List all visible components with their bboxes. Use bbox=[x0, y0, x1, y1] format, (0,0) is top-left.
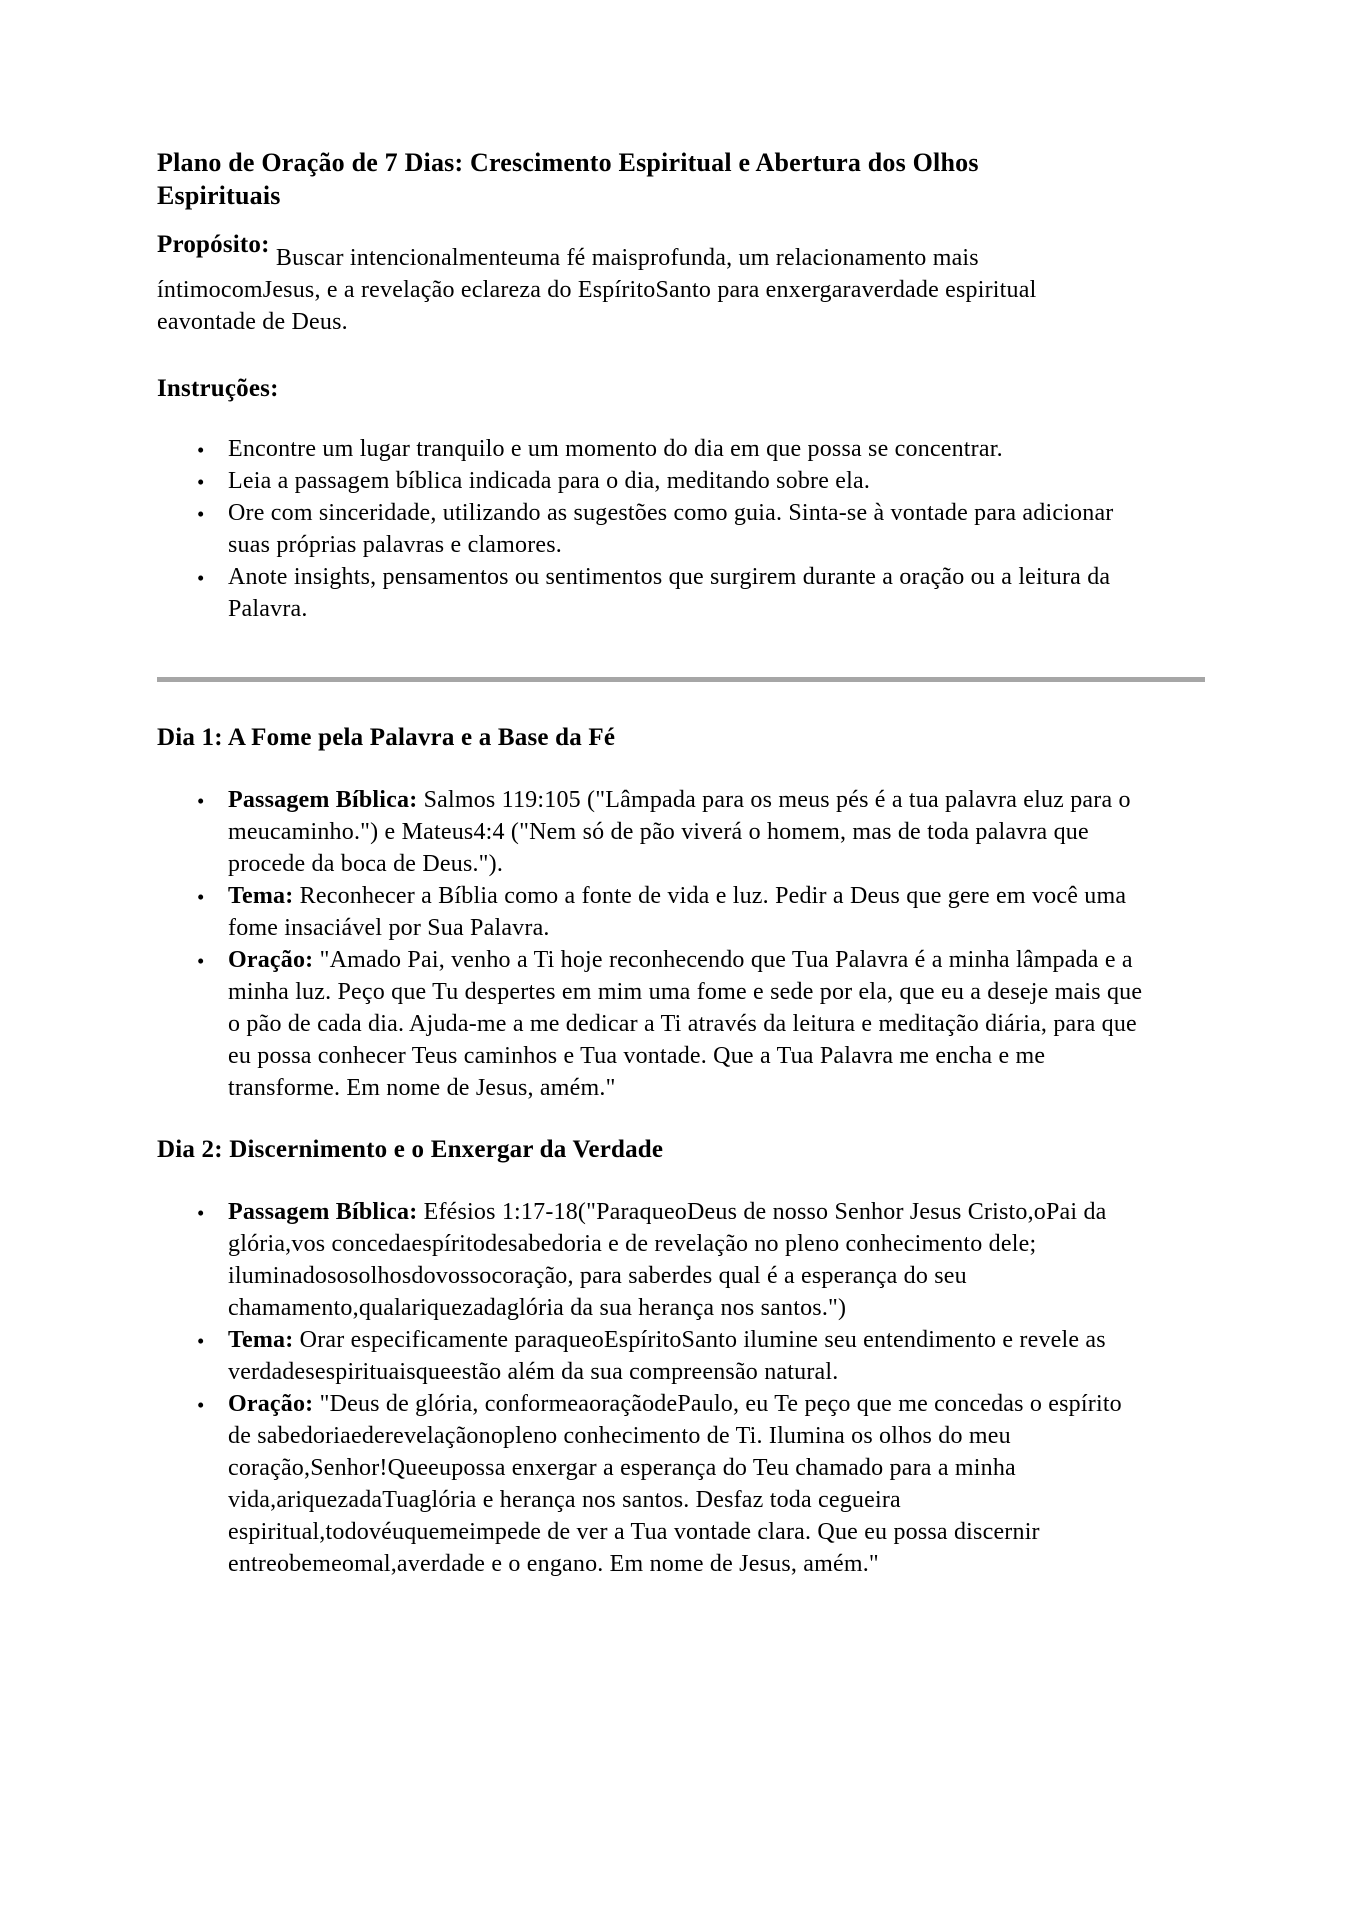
item-label: Oração: bbox=[228, 947, 314, 973]
instruction-text: Encontre um lugar tranquilo e um momento do dia em que possa se concentrar. bbox=[228, 436, 1003, 462]
day-1-heading: Dia 1: A Fome pela Palavra e a Base da Fé bbox=[157, 724, 616, 751]
list-item bbox=[157, 784, 1205, 880]
document-title: Plano de Oração de 7 Dias: Crescimento Espiritual e Abertura dos Olhos Espirituais bbox=[157, 148, 979, 210]
list-item bbox=[157, 944, 1205, 1104]
item-text: Reconhecer a Bíblia como a fonte de vida e luz. Pedir a Deus que gere em você uma fome insaciável por Sua Palavra. bbox=[228, 883, 1127, 941]
item-text: "Amado Pai, venho a Ti hoje reconhecendo que Tua Palavra é a minha lâmpada e a minha luz. Peço que Tu despertes em mim uma fome e sede por ela, que eu a deseje mais que o pão de cada dia. Ajuda-me a me dedicar a Ti através da leitura e meditação diária, para que eu possa conhecer Teus caminhos e Tua vontade. Que a Tua Palavra me encha e me transforme. Em nome de Jesus, amém." bbox=[228, 947, 1143, 1101]
day-2-heading: Dia 2: Discernimento e o Enxergar da Verdade bbox=[157, 1136, 664, 1163]
day-1-list bbox=[157, 784, 1205, 1104]
item-label: Passagem Bíblica: bbox=[228, 787, 418, 813]
item-label: Tema: bbox=[228, 883, 294, 909]
list-item bbox=[157, 1196, 1205, 1324]
purpose-label: Propósito: bbox=[157, 231, 270, 258]
document-page bbox=[157, 0, 1205, 1580]
instructions-list bbox=[157, 433, 1205, 625]
list-item bbox=[157, 561, 1205, 625]
item-text: Salmos 119:105 ("Lâmpada para os meus pés é a tua palavra eluz para o meucaminho.") e Mateus4:4 ("Nem só de pão viverá o homem, mas de toda palavra que procede da boca de Deus."). bbox=[228, 787, 1131, 877]
list-item bbox=[157, 1388, 1205, 1580]
item-text: "Deus de glória, conformeaoraçãodePaulo, eu Te peço que me concedas o espírito de sabedoriaederevelaçãonopleno conhecimento de Ti. Ilumina os olhos do meu coração,Senhor!Queeupossa enxergar a esperança do Teu chamado para a minha vida,ariquezadaTuaglória e herança nos santos. Desfaz toda cegueira espiritual,todovéuquemeimpede de ver a Tua vontade clara. Que eu possa discernir entreobemeomal,averdade e o engano. Em nome de Jesus, amém." bbox=[228, 1391, 1122, 1577]
purpose-text: Buscar intencionalmenteuma fé maisprofunda, um relacionamento mais íntimocomJesus, e a revelação eclareza do EspíritoSanto para enxergaraverdade espiritual eavontade de Deus. bbox=[157, 245, 1037, 335]
purpose-paragraph bbox=[157, 231, 1117, 338]
instructions-heading: Instruções: bbox=[157, 375, 279, 402]
list-item bbox=[157, 433, 1205, 465]
list-item bbox=[157, 880, 1205, 944]
instruction-text: Leia a passagem bíblica indicada para o dia, meditando sobre ela. bbox=[228, 468, 871, 494]
list-item bbox=[157, 465, 1205, 497]
item-label: Oração: bbox=[228, 1391, 314, 1417]
instruction-text: Ore com sinceridade, utilizando as sugestões como guia. Sinta-se à vontade para adicionar suas próprias palavras e clamores. bbox=[228, 500, 1114, 558]
list-item bbox=[157, 1324, 1205, 1388]
item-text: Efésios 1:17-18("ParaqueoDeus de nosso Senhor Jesus Cristo,oPai da glória,vos concedaespíritodesabedoria e de revelação no pleno conhecimento dele; iluminadososolhosdovossocoração, para saberdes qual é a esperança do seu chamamento,qualariquezadaglória da sua herança nos santos.") bbox=[228, 1199, 1107, 1321]
item-label: Tema: bbox=[228, 1327, 294, 1353]
section-divider bbox=[157, 677, 1205, 682]
day-2-list bbox=[157, 1196, 1205, 1580]
item-text: Orar especificamente paraqueoEspíritoSanto ilumine seu entendimento e revele as verdadesespirituaisqueestão além da sua compreensão natural. bbox=[228, 1327, 1106, 1385]
instruction-text: Anote insights, pensamentos ou sentimentos que surgirem durante a oração ou a leitura da Palavra. bbox=[228, 564, 1111, 622]
list-item bbox=[157, 497, 1205, 561]
item-label: Passagem Bíblica: bbox=[228, 1199, 418, 1225]
